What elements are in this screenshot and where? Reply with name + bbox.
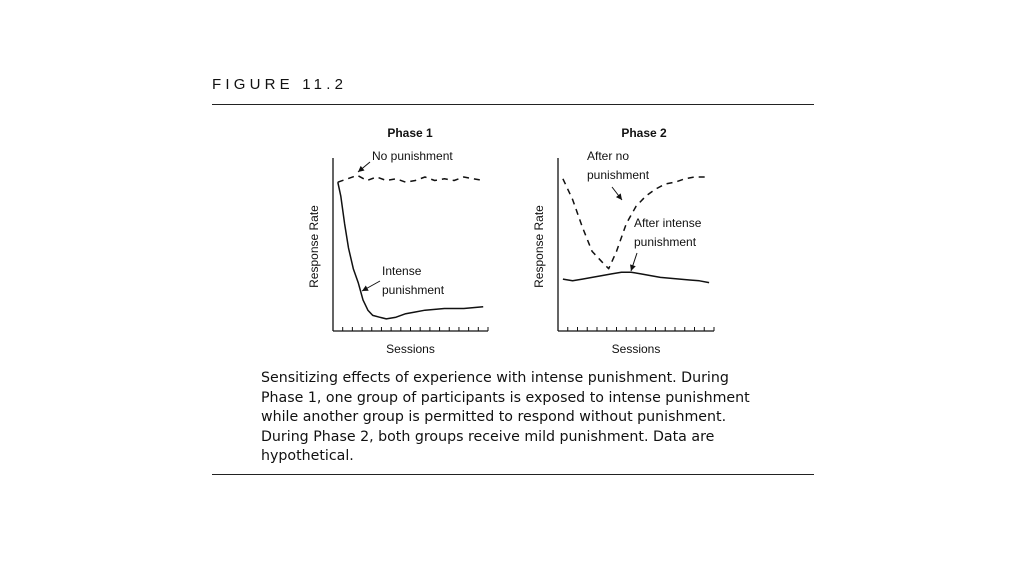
caption-line: Sensitizing effects of experience with intense punishment. During [261,370,729,386]
series-label-intense-punishment: punishment [382,283,445,297]
caption-line: Phase 1, one group of participants is exposed to intense punishment [261,389,750,406]
series-line-intense-punishment [338,182,483,319]
annotation-arrowhead [616,193,622,200]
series-label-after-no-punishment: punishment [587,168,650,182]
series-label-after-no-punishment: After no [587,149,630,163]
chart-panel-2 [532,126,714,356]
x-axis-label: Sessions [386,342,435,356]
y-axis-label: Response Rate [532,205,546,288]
caption-line: while another group is permitted to respond without punishment. [261,409,727,426]
caption-line: During Phase 2, both groups receive mild punishment. Data are [261,428,715,445]
chart-title: Phase 1 [387,126,433,140]
series-label-no-punishment: No punishment [372,149,453,163]
chart-panel-1 [307,126,488,356]
series-label-after-intense-punishment: After intense [634,216,702,230]
figure-caption [261,369,761,467]
series-line-no-punishment [338,175,483,182]
bottom-rule [212,474,814,475]
series-label-intense-punishment: Intense [382,264,422,278]
caption-line: hypothetical. [261,448,354,465]
x-axis-label: Sessions [611,342,661,356]
annotation-arrowhead [630,264,636,271]
y-axis-label: Response Rate [307,205,321,288]
series-line-after-intense-punishment [563,272,709,282]
series-label-after-intense-punishment: punishment [634,235,697,249]
chart-title: Phase 2 [621,126,667,140]
figure-label: FIGURE 11.2 [212,76,348,93]
